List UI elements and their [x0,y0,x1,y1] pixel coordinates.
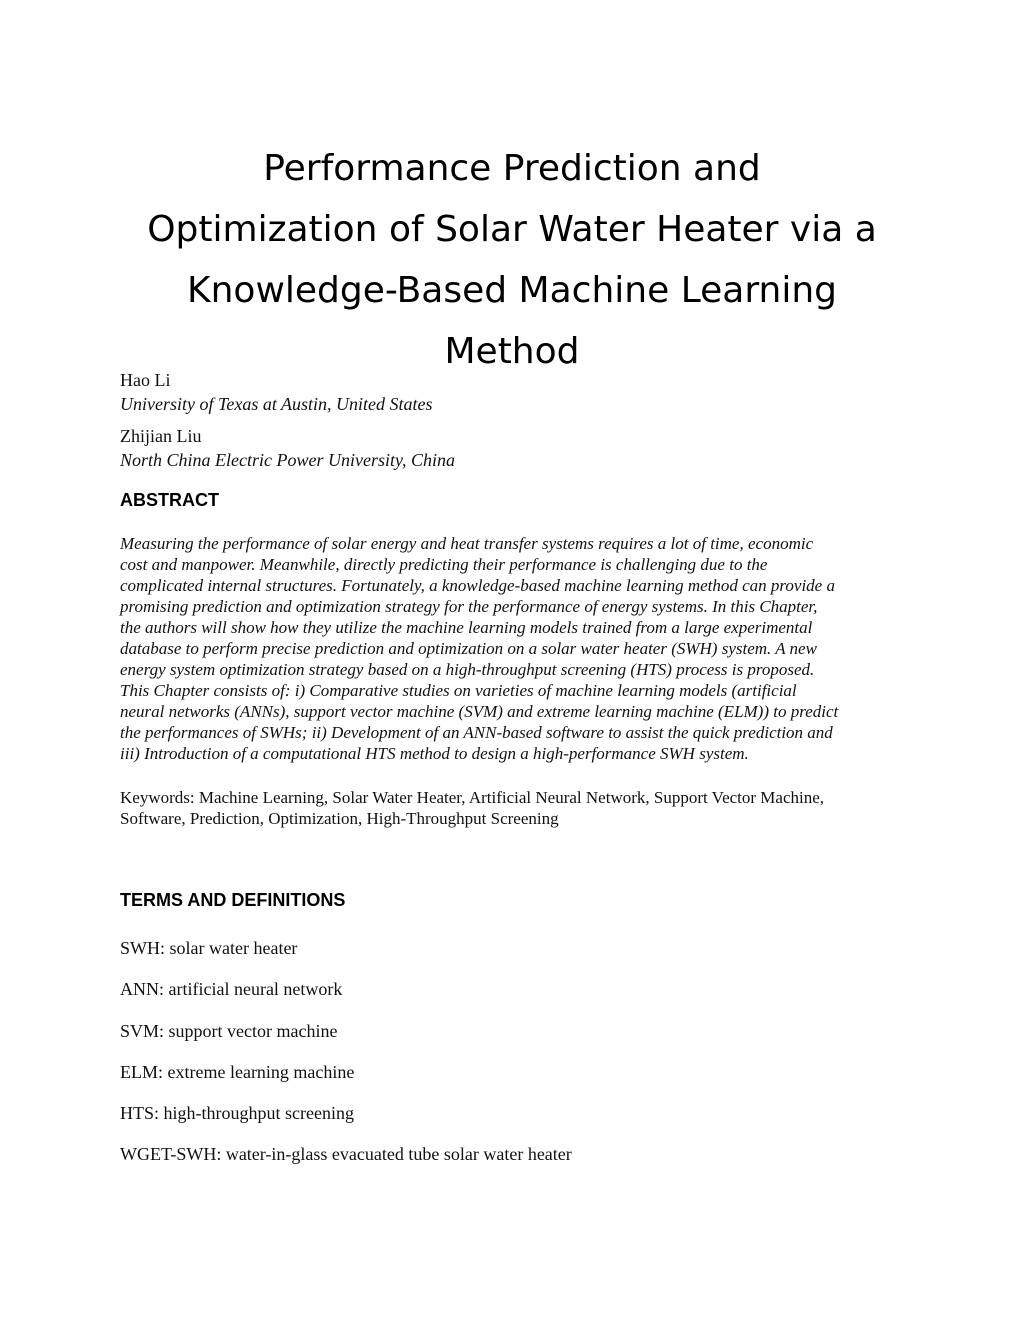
abstract-body [120,533,920,764]
keywords-line: Keywords: Machine Learning, Solar Water Heater, Artificial Neural Network, Support Vector Machine, [120,788,825,807]
abstract-line: the authors will show how they utilize the machine learning models trained from a large experimental [120,618,813,637]
keywords-line: Software, Prediction, Optimization, High-Throughput Screening [120,809,559,828]
title-line: Method [444,331,580,372]
term-item: ELM: extreme learning machine [120,1061,355,1082]
author-block [120,368,433,416]
terms-list [120,937,572,1185]
abstract-heading: ABSTRACT [120,490,219,510]
author-name: Zhijian Liu [120,426,202,446]
abstract-line: This Chapter consists of: i) Comparative studies on varieties of machine learning models (artificial [120,681,797,700]
author-block [120,424,455,472]
abstract-line: promising prediction and optimization strategy for the performance of energy systems. In this Chapter, [120,597,818,616]
term-item: ANN: artificial neural network [120,979,343,1000]
abstract-line: neural networks (ANNs), support vector machine (SVM) and extreme learning machine (ELM)) to predict [120,702,839,721]
term-item: HTS: high-throughput screening [120,1103,354,1124]
abstract-line: the performances of SWHs; ii) Development of an ANN-based software to assist the quick prediction and [120,723,833,742]
title-line: Performance Prediction and [263,148,761,189]
abstract-line: energy system optimization strategy based on a high-throughput screening (HTS) process is proposed. [120,660,815,679]
title-line: Optimization of Solar Water Heater via a [147,209,877,250]
author-affiliation: North China Electric Power University, China [120,450,455,470]
paper-title [100,138,924,382]
author-name: Hao Li [120,370,171,390]
keywords [120,787,920,829]
title-line: Knowledge-Based Machine Learning [187,270,837,311]
abstract-line: complicated internal structures. Fortunately, a knowledge-based machine learning method can provide a [120,576,835,595]
term-item: SWH: solar water heater [120,938,298,958]
abstract-line: Measuring the performance of solar energy and heat transfer systems requires a lot of time, economic [120,534,814,553]
author-affiliation: University of Texas at Austin, United States [120,394,433,414]
term-item: WGET-SWH: water-in-glass evacuated tube solar water heater [120,1144,572,1165]
abstract-line: iii) Introduction of a computational HTS method to design a high-performance SWH system. [120,744,749,763]
terms-heading: TERMS AND DEFINITIONS [120,890,346,910]
term-item: SVM: support vector machine [120,1020,338,1041]
abstract-line: database to perform precise prediction and optimization on a solar water heater (SWH) system. A new [120,639,817,658]
abstract-line: cost and manpower. Meanwhile, directly predicting their performance is challenging due to the [120,555,768,574]
